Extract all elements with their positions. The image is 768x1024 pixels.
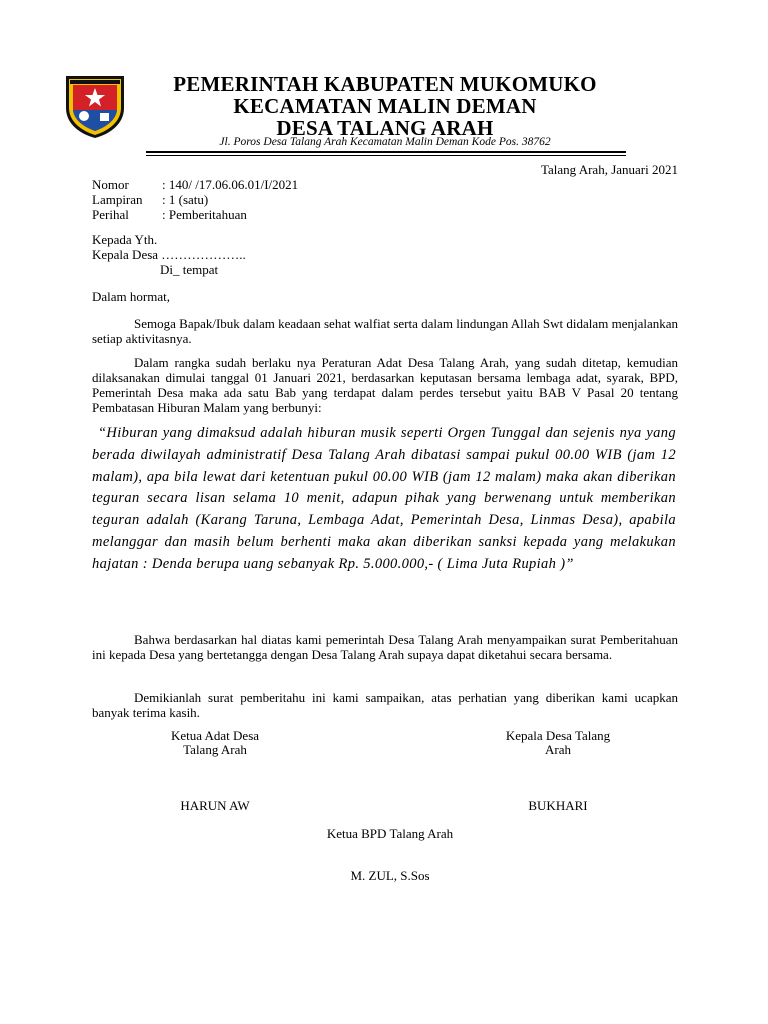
meta-value-nomor: : 140/ /17.06.06.01/I/2021 [162,177,299,192]
signature-left-title-1: Ketua Adat Desa [170,728,260,743]
meta-label-perihal: Perihal [92,207,129,222]
signature-bottom-title: Ketua BPD Talang Arah [326,826,454,841]
letterhead-line-3: DESA TALANG ARAH [276,116,494,140]
signature-right-name: BUKHARI [528,798,588,813]
meta-label-lampiran: Lampiran [92,192,143,207]
meta-label-nomor: Nomor [92,177,129,192]
paragraph-1: Semoga Bapak/Ibuk dalam keadaan sehat walfiat serta dalam lindungan Allah Swt didalam menjalankan setiap aktivitasnya. [92,316,678,346]
paragraph-2: Dalam rangka sudah berlaku nya Peraturan Adat Desa Talang Arah, yang sudah ditetap, kemudian dilaksanakan dimulai tanggal 01 Januari 2021, berdasarkan keputasan bersama lembaga adat, syarak, BPD, Pemerintah Desa maka ada satu Bab yang terdapat dalam perdes tersebut yaitu BAB V Pasal 20 tentang Pembatasan Hiburan Malam yang berbunyi: [92,355,678,415]
paragraph-3: Bahwa berdasarkan hal diatas kami pemerintah Desa Talang Arah menyampaikan surat Pemberitahuan ini kepada Desa yang bertetangga dengan Desa Talang Arah supaya dapat diketahui secara bersama. [92,632,678,662]
letter-date: Talang Arah, Januari 2021 [541,162,678,177]
signature-left-title-2: Talang Arah [183,742,247,757]
shield-emblem-icon [60,70,130,140]
salutation: Dalam hormat, [92,289,170,304]
signature-right-title-2: Arah [545,742,571,757]
letterhead-divider-thick [146,151,626,153]
paragraph-4: Demikianlah surat pemberitahu ini kami sampaikan, atas perhatian yang diberikan kami ucapkan banyak terima kasih. [92,690,678,720]
emblem-logo [60,70,130,140]
recipient-line-1: Kepada Yth. [92,232,158,247]
regulation-quote: “Hiburan yang dimaksud adalah hiburan musik seperti Orgen Tunggal dan sejenis nya yang berada diwilayah administratif Desa Talang Arah dibatasi sampai pukul 00.00 WIB (jam 12 malam), apa bila lewat dari ketentuan pukul 00.00 WIB (jam 12 malam) maka akan diberikan teguran secara lisan selama 10 menit, adapun pihak yang berwenang untuk memberikan teguran adalah (Karang Taruna, Lembaga Adat, Pemerintah Desa, Linmas Desa), apabila melanggar dan masih belum berhenti maka akan diberikan sanksi kepada yang melakukan hajatan : Denda berupa uang sebanyak Rp. 5.000.000,- ( Lima Juta Rupiah )” [92,425,676,572]
signature-bottom-name: M. ZUL, S.Sos [350,868,430,883]
letterhead-line-1: PEMERINTAH KABUPATEN MUKOMUKO [173,72,597,96]
signature-left-name: HARUN AW [180,798,250,813]
recipient-line-2: Kepala Desa ……………….. [92,247,246,262]
recipient-line-3: Di_ tempat [160,262,219,277]
meta-value-lampiran: : 1 (satu) [162,192,209,207]
letterhead-line-2: KECAMATAN MALIN DEMAN [233,94,537,118]
meta-value-perihal: : Pemberitahuan [162,207,247,222]
letterhead-address: Jl. Poros Desa Talang Arah Kecamatan Malin Deman Kode Pos. 38762 [219,136,551,148]
letterhead-divider-thin [146,155,626,156]
signature-right-title-1: Kepala Desa Talang [505,728,611,743]
